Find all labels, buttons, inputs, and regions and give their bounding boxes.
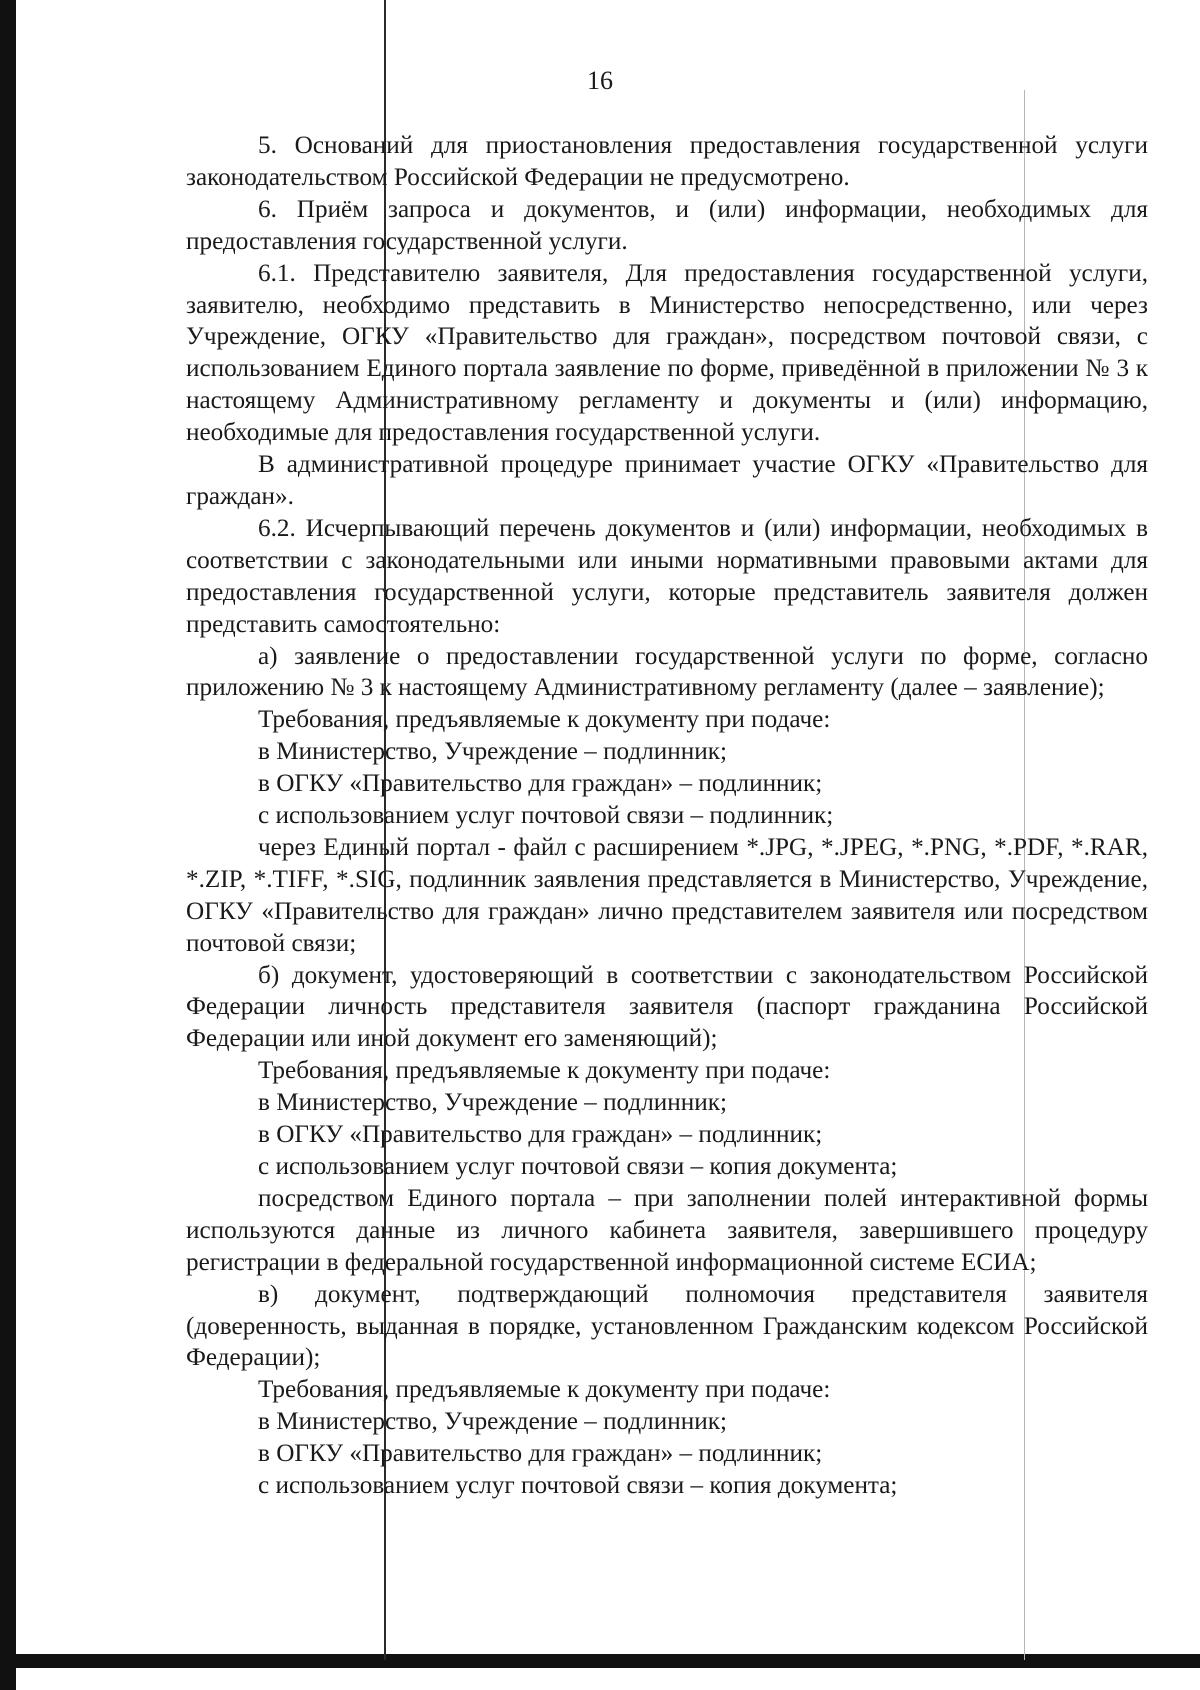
paragraph: 6.1. Представителю заявителя, Для предоставления государственной услуги, заявителю, необходимо представить в Министерство непосредственно, или через Учреждение, ОГКУ «Правительство для граждан», посредством почтовой связи, с использованием Единого портала заявление по форме, приведённой в приложении № 3 к настоящему Административному регламенту и документы и (или) информацию, необходимые для предоставления государственной услуги. — [186, 259, 1148, 447]
paragraph: 6.2. Исчерпывающий перечень документов и (или) информации, необходимых в соответствии с законодательными или иными нормативными правовыми актами для предоставления государственной услуги, которые представитель заявителя должен представить самостоятельно: — [186, 514, 1148, 638]
paragraph: а) заявление о предоставлении государственной услуги по форме, согласно приложению № 3 к настоящему Административному регламенту (далее – заявление); — [186, 642, 1148, 702]
scan-edge-left — [0, 0, 16, 1690]
paragraph: в Министерство, Учреждение – подлинник; — [258, 1089, 727, 1117]
page-number: 16 — [587, 66, 613, 95]
paragraph: в Министерство, Учреждение – подлинник; — [258, 1408, 727, 1436]
paragraph: посредством Единого портала – при заполнении полей интерактивной формы используются данные из личного кабинета заявителя, завершившего процедуру регистрации в федеральной государственной информационной системе ЕСИА; — [186, 1184, 1148, 1276]
paragraph: в ОГКУ «Правительство для граждан» – подлинник; — [258, 1121, 823, 1149]
paragraph: с использованием услуг почтовой связи – копия документа; — [258, 1472, 898, 1500]
paragraph: в ОГКУ «Правительство для граждан» – подлинник; — [258, 770, 823, 798]
document-body — [186, 130, 1148, 1502]
paragraph: в) документ, подтверждающий полномочия представителя заявителя (доверенность, выданная в порядке, установленном Гражданским кодексом Российской Федерации); — [186, 1280, 1148, 1372]
paragraph: Требования, предъявляемые к документу при подаче: — [258, 706, 831, 734]
paragraph: с использованием услуг почтовой связи – подлинник; — [258, 802, 834, 830]
paragraph: Требования, предъявляемые к документу при подаче: — [258, 1376, 831, 1404]
paragraph: б) документ, удостоверяющий в соответствии с законодательством Российской Федерации личность представителя заявителя (паспорт гражданина Российской Федерации или иной документ его заменяющий); — [186, 961, 1148, 1053]
paragraph: с использованием услуг почтовой связи – копия документа; — [258, 1153, 898, 1180]
scan-edge-bottom — [0, 1654, 1200, 1668]
paragraph: в ОГКУ «Правительство для граждан» – подлинник; — [258, 1440, 823, 1468]
paragraph: через Единый портал - файл с расширением *.JPG, *.JPEG, *.PNG, *.PDF, *.RAR, *.ZIP, *.TIFF, *.SIG, подлинник заявления представляется в Министерство, Учреждение, ОГКУ «Правительство для граждан» лично представителем заявителя или посредством почтовой связи; — [186, 833, 1148, 957]
paragraph: Требования, предъявляемые к документу при подаче: — [258, 1057, 831, 1085]
paragraph: 6. Приём запроса и документов, и (или) информации, необходимых для предоставления государственной услуги. — [186, 195, 1148, 255]
paragraph: В административной процедуре принимает участие ОГКУ «Правительство для граждан». — [186, 451, 1148, 510]
paragraph: в Министерство, Учреждение – подлинник; — [258, 738, 727, 766]
paragraph: 5. Оснований для приостановления предоставления государственной услуги законодательством Российской Федерации не предусмотрено. — [186, 132, 1148, 191]
